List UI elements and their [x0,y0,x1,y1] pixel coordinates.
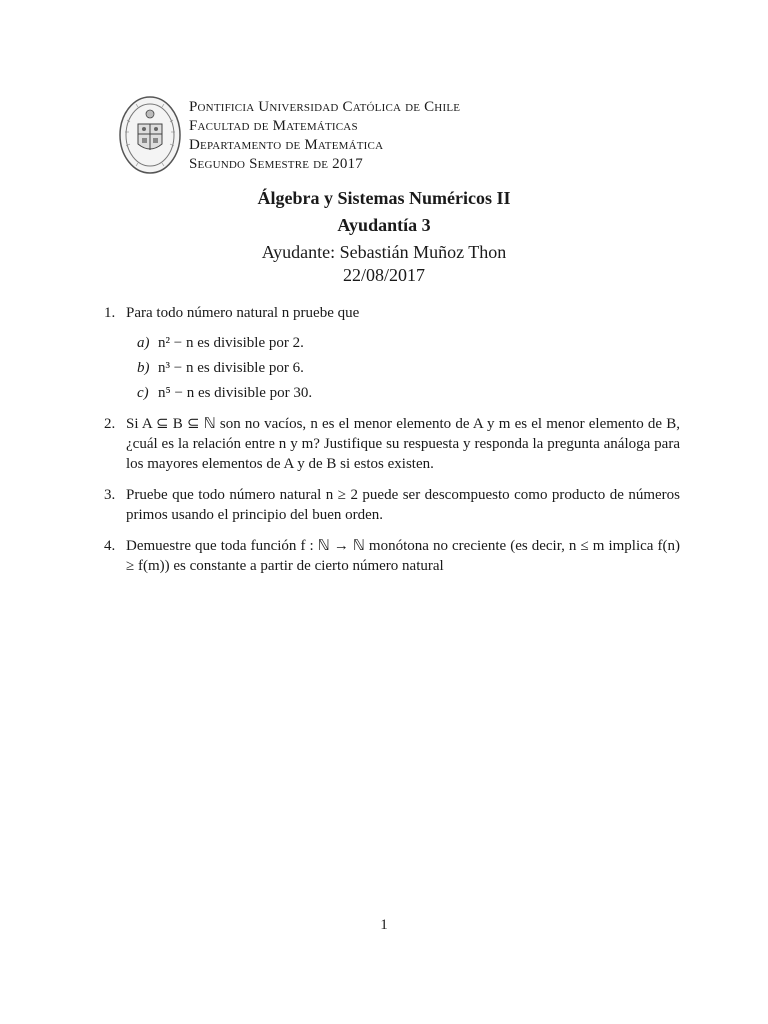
problem-number: 3. [104,487,116,503]
problem-number: 2. [104,416,116,432]
problem-1 [104,303,680,403]
subproblem-label: b) [137,360,150,376]
department-name: Departamento de Matemática [189,137,384,153]
subproblem-a [126,333,680,353]
subproblem-text: n² − n es divisible por 2. [158,335,304,351]
problem-text: Pruebe que todo número natural n ≥ 2 puede ser descompuesto como producto de números primos usando el principio del buen orden. [126,487,680,523]
university-name: Pontificia Universidad Católica de Chile [189,99,461,115]
university-seal-icon [118,94,182,176]
subproblem-b [126,358,680,378]
header [118,94,678,176]
session-title: Ayudantía 3 [337,215,431,235]
subproblem-c [126,383,680,403]
page-number: 1 [380,917,388,933]
problem-number: 4. [104,538,116,554]
subproblem-text: n⁵ − n es divisible por 30. [158,385,313,401]
problem-2 [104,414,680,474]
problem-3 [104,485,680,525]
affiliation-block [189,98,460,174]
faculty-name: Facultad de Matemáticas [189,118,358,134]
problem-number: 1. [104,305,116,321]
subproblem-label: c) [137,385,149,401]
assistant-name: Ayudante: Sebastián Muñoz Thon [261,242,507,262]
problem-text: Demuestre que toda función f : ℕ → ℕ monótona no creciente (es decir, n ≤ m implica f(n) ≥ f(m)) es constante a partir de cierto número natural [126,538,680,574]
subproblem-list [126,333,680,403]
course-title: Álgebra y Sistemas Numéricos II [257,188,511,208]
date: 22/08/2017 [342,265,425,285]
subproblem-text: n³ − n es divisible por 6. [158,360,304,376]
problem-text: Para todo número natural n pruebe que [126,305,360,321]
subproblem-label: a) [137,335,150,351]
semester: Segundo Semestre de 2017 [189,156,363,172]
problem-4 [104,536,680,576]
problem-list [104,303,680,587]
problem-text: Si A ⊆ B ⊆ ℕ son no vacíos, n es el menor elemento de A y m es el menor elemento de B, ¿cuál es la relación entre n y m? Justifique su respuesta y responda la pregunta análoga para los mayores elementos de A y de B si estos existen. [126,416,680,472]
